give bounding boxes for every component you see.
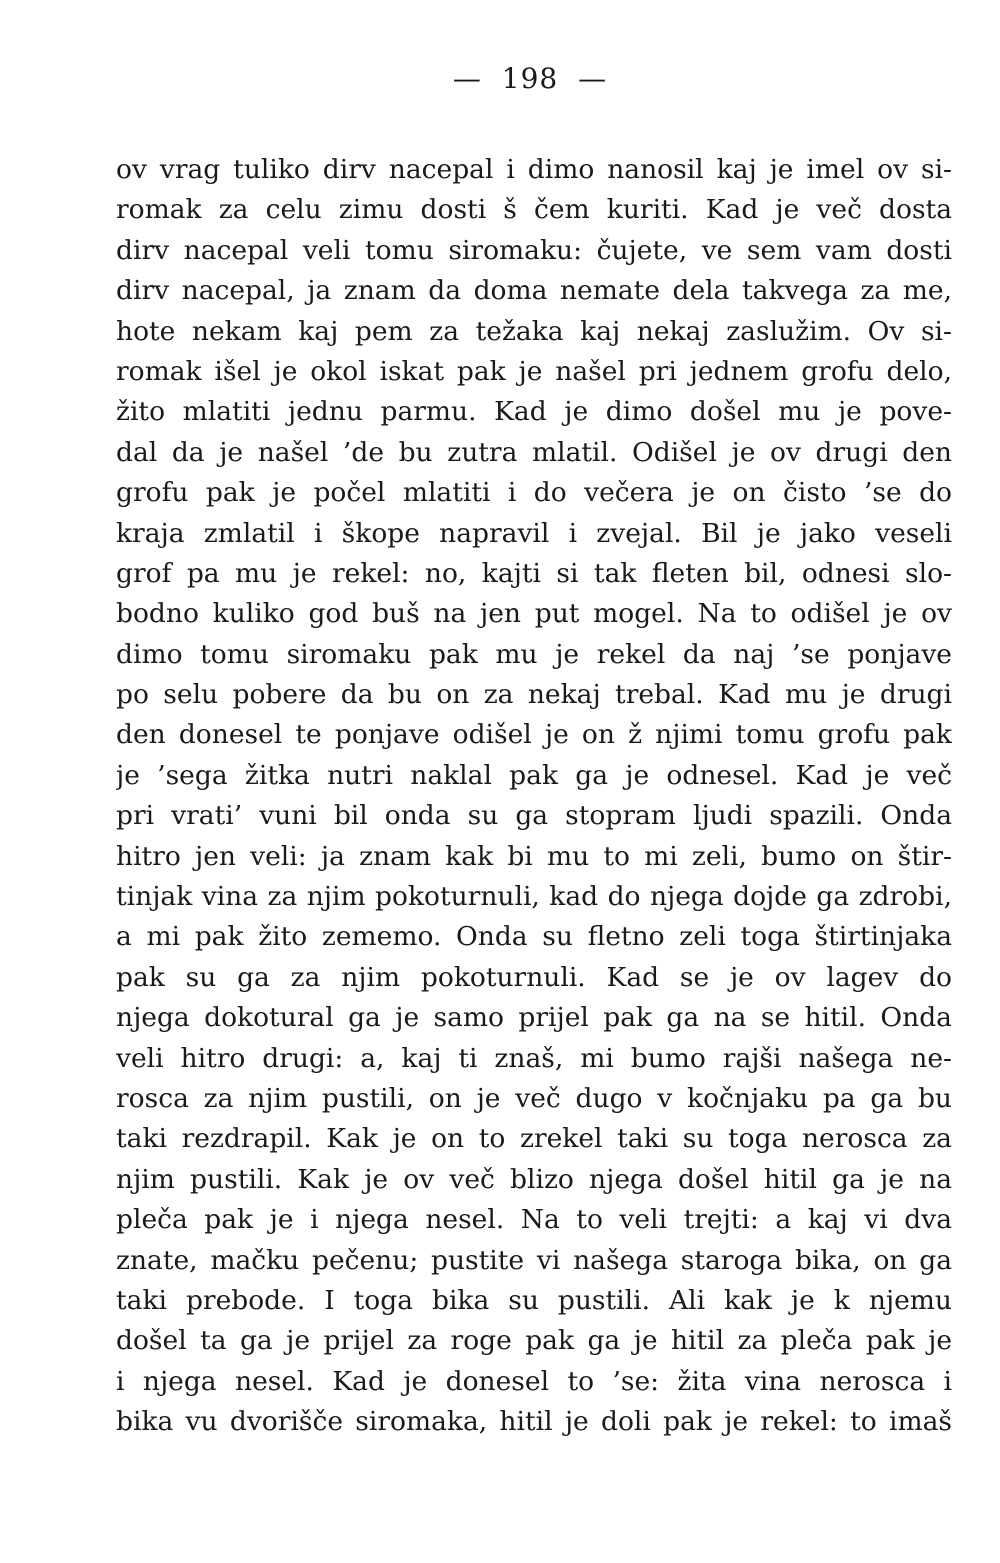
text-line: a mi pak žito zememo. Onda su fletno zeli toga štirtinjaka	[116, 921, 952, 953]
text-line: rosca za njim pustili, on je več dugo v kočnjaku pa ga bu	[116, 1082, 952, 1114]
text-line: taki rezdrapil. Kak je on to zrekel taki su toga nerosca za	[116, 1123, 952, 1155]
page-number-dash-left: —	[452, 62, 482, 95]
text-line: pak su ga za njim pokoturnuli. Kad se je ov lagev do	[116, 961, 952, 993]
page-number	[0, 62, 1000, 95]
body-text	[116, 150, 952, 1443]
text-line: grofu pak je počel mlatiti i do večera je on čisto ’se do	[116, 477, 952, 509]
text-line: je ’sega žitka nutri naklal pak ga je odnesel. Kad je več	[116, 759, 952, 791]
text-line: došel ta ga je prijel za roge pak ga je hitil za pleča pak je	[116, 1325, 952, 1357]
text-line: po selu pobere da bu on za nekaj trebal. Kad mu je drugi	[116, 679, 952, 711]
text-line: dimo tomu siromaku pak mu je rekel da naj ’se ponjave	[116, 638, 952, 670]
text-line: dirv nacepal, ja znam da doma nemate dela takvega za me,	[116, 275, 952, 307]
text-line: njega dokotural ga je samo prijel pak ga na se hitil. Onda	[116, 1002, 952, 1034]
text-line: bika vu dvorišče siromaka, hitil je doli pak je rekel: to imaš	[116, 1406, 952, 1438]
text-line: romak za celu zimu dosti š čem kuriti. Kad je več dosta	[116, 194, 952, 226]
page-number-dash-right: —	[578, 62, 608, 95]
page-number-value: 198	[501, 62, 559, 95]
text-line: grof pa mu je rekel: no, kajti si tak fleten bil, odnesi slo-	[116, 557, 952, 589]
text-line: taki prebode. I toga bika su pustili. Ali kak je k njemu	[116, 1284, 952, 1316]
text-line: pleča pak je i njega nesel. Na to veli trejti: a kaj vi dva	[116, 1204, 952, 1236]
text-line: hote nekam kaj pem za težaka kaj nekaj zaslužim. Ov si-	[116, 315, 952, 347]
text-line: veli hitro drugi: a, kaj ti znaš, mi bumo rajši našega ne-	[116, 1042, 952, 1074]
text-line: njim pustili. Kak je ov več blizo njega došel hitil ga je na	[116, 1163, 952, 1195]
text-line: bodno kuliko god buš na jen put mogel. Na to odišel je ov	[116, 598, 952, 630]
text-line: znate, mačku pečenu; pustite vi našega staroga bika, on ga	[116, 1244, 952, 1276]
text-line: den donesel te ponjave odišel je on ž njimi tomu grofu pak	[116, 719, 952, 751]
text-line: dal da je našel ’de bu zutra mlatil. Odišel je ov drugi den	[116, 436, 952, 468]
text-line: i njega nesel. Kad je donesel to ’se: žita vina nerosca i	[116, 1365, 952, 1397]
text-line: tinjak vina za njim pokoturnuli, kad do njega dojde ga zdrobi,	[116, 881, 952, 913]
text-line: kraja zmlatil i škope napravil i zvejal. Bil je jako veseli	[116, 517, 952, 549]
text-line: žito mlatiti jednu parmu. Kad je dimo došel mu je pove-	[116, 396, 952, 428]
text-line: romak išel je okol iskat pak je našel pri jednem grofu delo,	[116, 355, 952, 387]
text-line: dirv nacepal veli tomu siromaku: čujete, ve sem vam dosti	[116, 234, 952, 266]
text-line: ov vrag tuliko dirv nacepal i dimo nanosil kaj je imel ov si-	[116, 154, 952, 185]
text-line: hitro jen veli: ja znam kak bi mu to mi zeli, bumo on štir-	[116, 840, 952, 872]
text-line: pri vrati’ vuni bil onda su ga stopram ljudi spazili. Onda	[116, 800, 952, 832]
